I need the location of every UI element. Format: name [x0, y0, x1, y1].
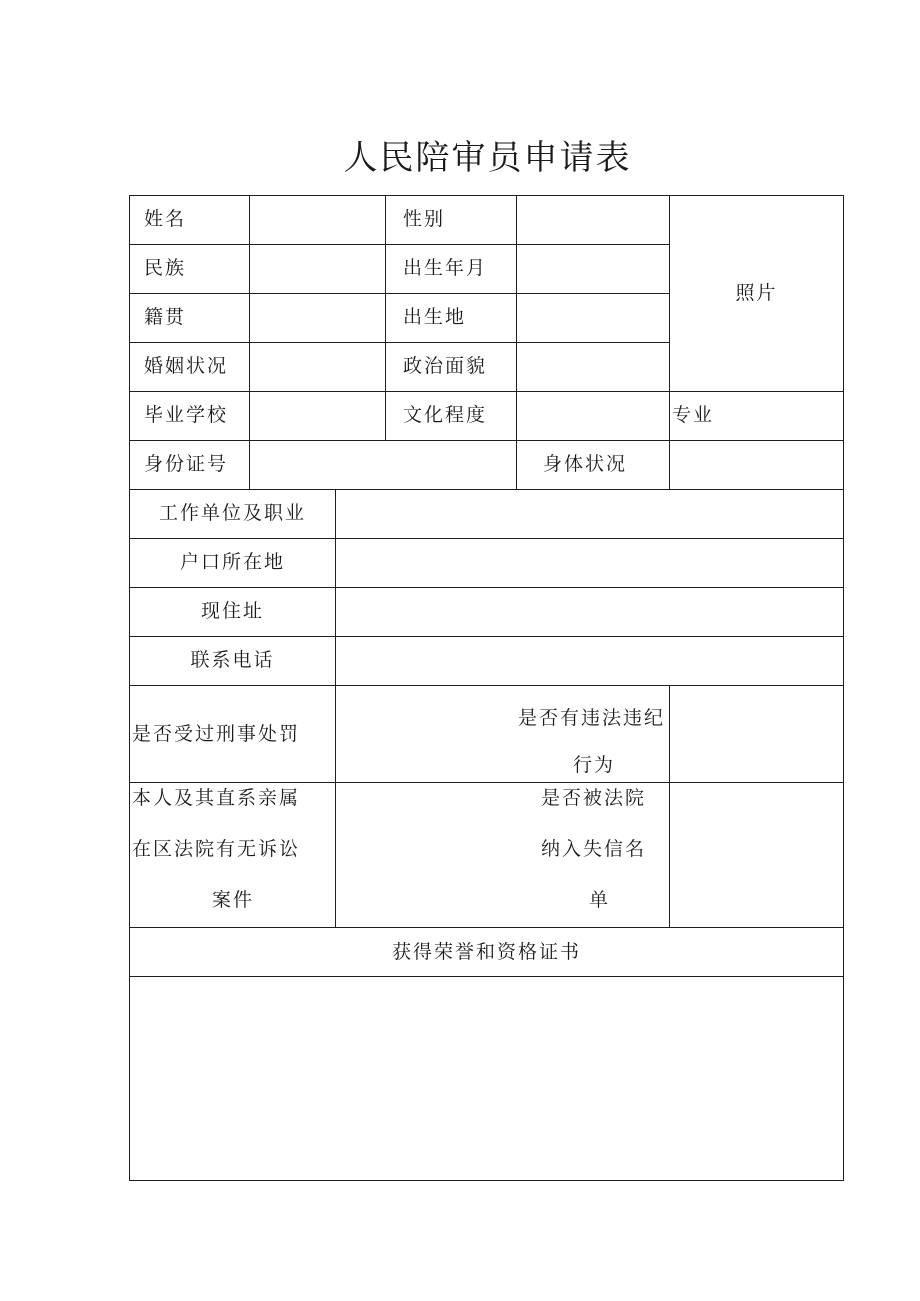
name-label: 姓名	[144, 208, 187, 230]
litigation-label-line3: 案件	[212, 889, 255, 911]
ethnicity-label: 民族	[144, 257, 187, 279]
dishonest-label-line3: 单	[589, 889, 611, 911]
dishonest-label-line2: 纳入失信名	[541, 838, 647, 860]
row-divider	[129, 927, 844, 928]
column-divider	[669, 195, 670, 490]
education-label: 文化程度	[403, 404, 488, 426]
health-label: 身体状况	[543, 453, 628, 475]
column-divider	[249, 195, 250, 490]
honors-label: 获得荣誉和资格证书	[391, 941, 581, 963]
table-border-right	[843, 195, 844, 1181]
litigation-label-line2: 在区法院有无诉讼	[132, 838, 301, 860]
row-divider	[129, 636, 844, 637]
household-registration-label: 户口所在地	[179, 551, 285, 573]
row-divider	[129, 342, 670, 343]
row-divider	[129, 976, 844, 977]
id-number-label: 身份证号	[144, 453, 229, 475]
native-place-label: 籍贯	[144, 306, 187, 328]
row-divider	[129, 489, 844, 490]
row-divider	[129, 538, 844, 539]
violation-label-line1: 是否有违法违纪	[518, 707, 666, 729]
table-border-top	[129, 195, 844, 196]
gender-label: 性别	[403, 208, 446, 230]
birth-date-label: 出生年月	[403, 257, 488, 279]
marital-status-label: 婚姻状况	[144, 355, 229, 377]
row-divider	[129, 587, 844, 588]
row-divider	[129, 440, 844, 441]
work-unit-label: 工作单位及职业	[158, 502, 306, 524]
column-divider	[335, 489, 336, 928]
political-status-label: 政治面貌	[403, 355, 488, 377]
column-divider	[669, 685, 670, 928]
row-divider	[129, 244, 670, 245]
table-border-left	[129, 195, 130, 1181]
table-border-bottom	[129, 1180, 844, 1181]
school-label: 毕业学校	[144, 404, 229, 426]
photo-label: 照片	[735, 282, 778, 304]
row-divider	[129, 293, 670, 294]
dishonest-label-line1: 是否被法院	[541, 787, 647, 809]
phone-label: 联系电话	[190, 649, 275, 671]
current-address-label: 现住址	[200, 600, 264, 622]
column-divider	[516, 195, 517, 490]
row-divider	[129, 685, 844, 686]
column-divider	[385, 195, 386, 441]
row-divider	[129, 391, 844, 392]
criminal-penalty-label: 是否受过刑事处罚	[132, 723, 301, 745]
page-title: 人民陪审员申请表	[343, 138, 632, 178]
row-divider	[129, 782, 844, 783]
litigation-label-line1: 本人及其直系亲属	[132, 787, 301, 809]
major-label: 专业	[672, 404, 715, 426]
birthplace-label: 出生地	[403, 306, 467, 328]
violation-label-line2: 行为	[573, 754, 616, 776]
